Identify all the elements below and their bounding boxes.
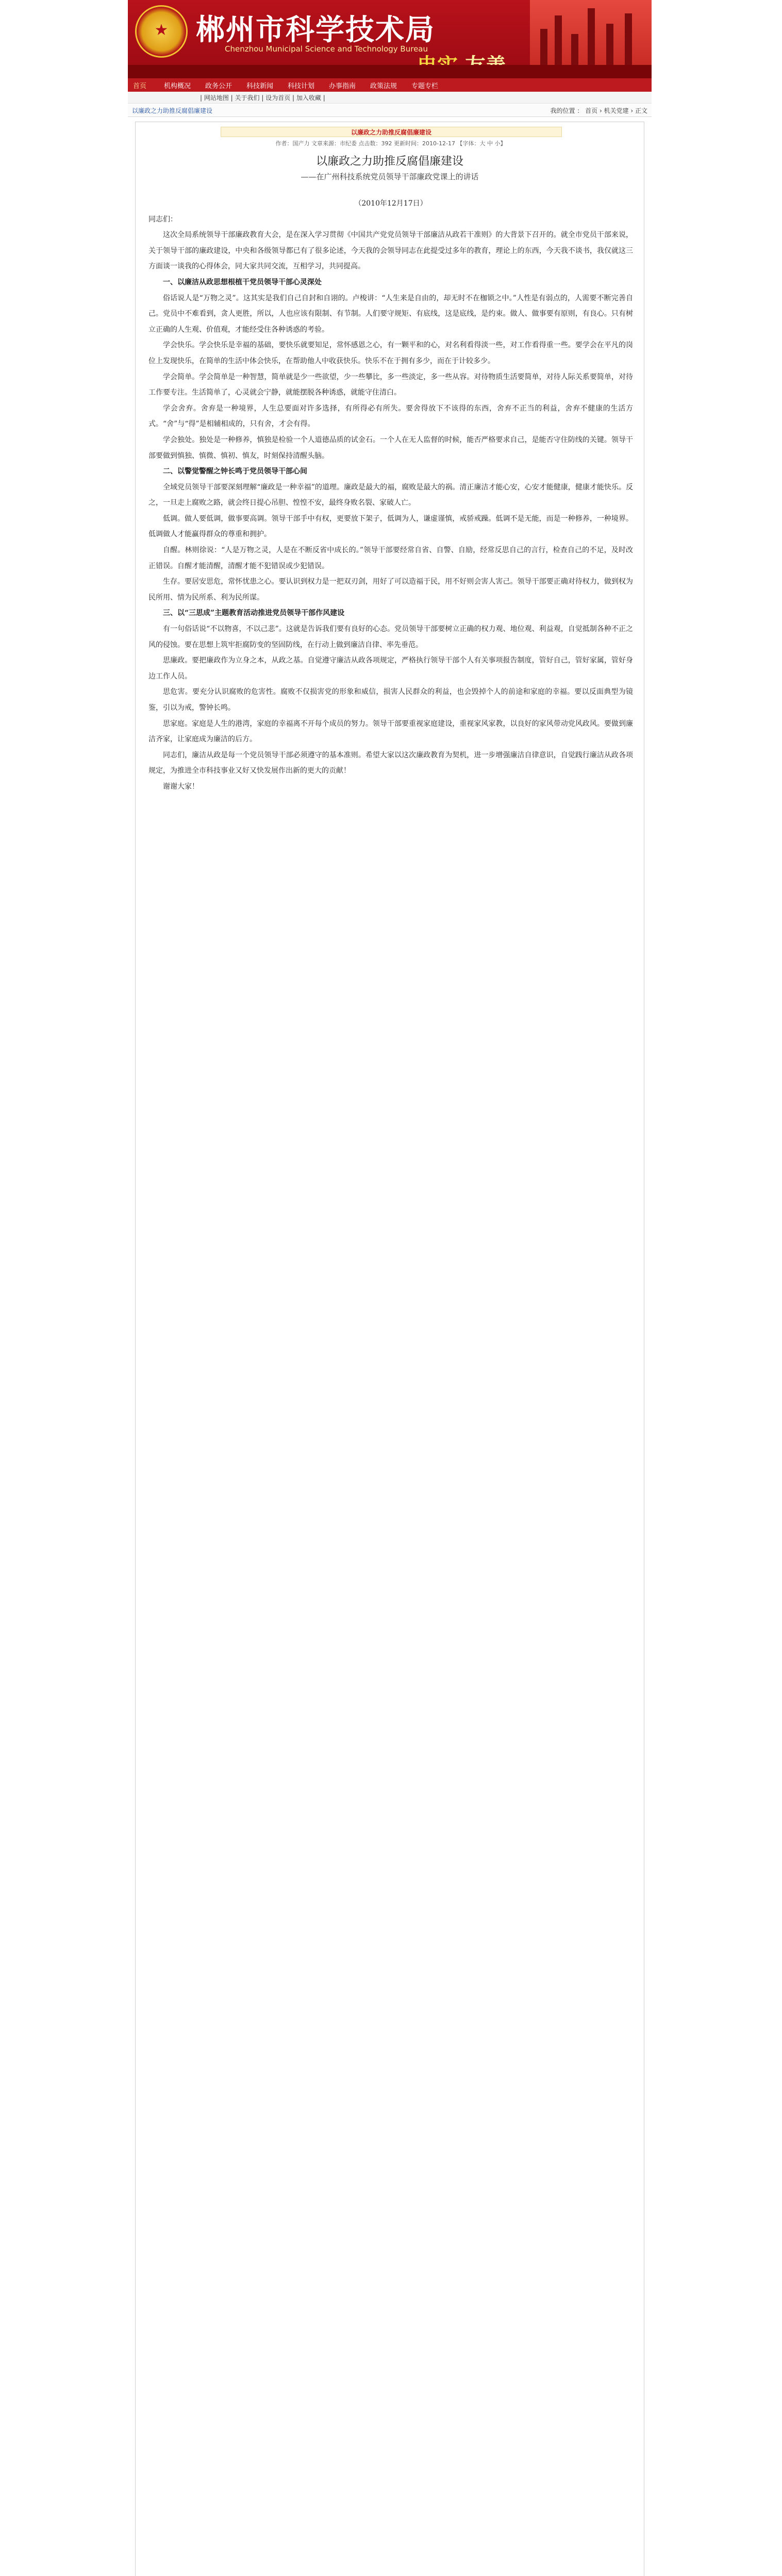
emblem-icon: ★ bbox=[135, 5, 188, 58]
nav-item-7[interactable]: 专题专栏 bbox=[411, 82, 439, 90]
paragraph: 低调。做人要低调，做事要高调。领导干部手中有权，更要放下架子，低调为人，谦虚谨慎，戒骄戒躁。低调不是无能，而是一种修养，一种境界。低调做人才能赢得群众的尊重和拥护。 bbox=[148, 514, 633, 539]
paragraph: 学会简单。学会简单是一种智慧，简单就是少一些欲望，少一些攀比，多一些淡定，多一些从容。对待物质生活要简单，对待人际关系要简单，对待工作要专注。生活简单了，心灵就会宁静，就能摆脱各种诱惑，就能守住清白。 bbox=[148, 372, 633, 397]
site-subtitle: Chenzhou Municipal Science and Technology Bureau bbox=[225, 44, 428, 54]
article-title: 以廉政之力助推反腐倡廉建设 bbox=[315, 155, 463, 168]
nav-item-0[interactable]: 首页 bbox=[133, 82, 147, 90]
main-nav bbox=[128, 78, 652, 92]
nav-item-3[interactable]: 科技新闻 bbox=[246, 82, 274, 90]
nav-item-5[interactable]: 办事指南 bbox=[329, 82, 356, 90]
nav-item-2[interactable]: 政务公开 bbox=[205, 82, 232, 90]
paragraph: 自醒。林则徐说：“人是万物之灵，人是在不断反省中成长的。”领导干部要经常自省、自警、自励，经常反思自己的言行，检查自己的不足，及时改正错误。自醒才能清醒，清醒才能不犯错误或少犯错误。 bbox=[148, 546, 633, 570]
section-heading: 三、以“三思成”主题教育活动推进党员领导干部作风建设 bbox=[163, 609, 345, 618]
breadcrumb bbox=[128, 104, 652, 117]
sub-nav-links[interactable]: | 网站地图 | 关于我们 | 设为首页 | 加入收藏 | bbox=[200, 94, 325, 101]
section-heading: 二、以警觉警醒之钟长鸣于党员领导干部心间 bbox=[163, 467, 307, 476]
paragraph: 全域党员领导干部要深刻理解“廉政是一种幸福”的道理。廉政是最大的福，腐败是最大的祸。清正廉洁才能心安，心安才能健康，健康才能快乐。反之，一旦走上腐败之路，就会终日提心吊胆、惶惶不安，最终身败名裂、家破人亡。 bbox=[148, 483, 633, 507]
banner-building-graphic bbox=[530, 0, 652, 65]
site-title: 郴州市科学技术局 bbox=[196, 13, 435, 47]
paragraph: 有一句俗话说“不以物喜，不以己悲”。这就是告诉我们要有良好的心态。党员领导干部要树立正确的权力观、地位观、利益观，自觉抵制各种不正之风的侵蚀。要在思想上筑牢拒腐防变的坚固防线，在行动上做到廉洁自律、率先垂范。 bbox=[148, 625, 633, 649]
paragraph: 这次全局系统领导干部廉政教育大会，是在深入学习贯彻《中国共产党党员领导干部廉洁从政若干准则》的大背景下召开的。就全市党员干部来说，关于领导干部的廉政建设，中央和各级领导都已有了很多论述，今天我的会领导同志在此提受过多年的教育，理论上的东西，今天我不谈书，我仅就这三方面谈一谈我的心得体会，同大家共同交流，互相学习，共同提高。 bbox=[148, 231, 633, 271]
paragraph: 学会快乐。学会快乐是幸福的基础，要快乐就要知足，常怀感恩之心，有一颗平和的心，对名利看得淡一些，对工作看得重一些。要学会在平凡的岗位上发现快乐，在简单的生活中体会快乐，在帮助他人中收获快乐。快乐不在于拥有多少，而在于计较多少。 bbox=[148, 341, 633, 365]
paragraph: 思廉政。要把廉政作为立身之本，从政之基。自觉遵守廉洁从政各项规定，严格执行领导干部个人有关事项报告制度，管好自己，管好家属，管好身边工作人员。 bbox=[148, 656, 633, 681]
article-meta: 作者：国产力 文章来源：市纪委 点击数：392 更新时间：2010-12-17 【字体：大 中 小】 bbox=[275, 140, 506, 147]
article-header-bar: 以廉政之力助推反腐倡廉建设 bbox=[221, 127, 562, 137]
breadcrumb-current[interactable]: 以廉政之力助推反腐倡廉建设 bbox=[132, 107, 213, 114]
paragraph: 谢谢大家！ bbox=[163, 782, 199, 791]
sub-nav bbox=[128, 92, 652, 104]
nav-item-1[interactable]: 机构概况 bbox=[164, 82, 191, 90]
paragraph: 学会独处。独处是一种修养，慎独是检验一个人道德品质的试金石。一个人在无人监督的时候，能否严格要求自己，是能否守住防线的关键。领导干部要做到慎独、慎微、慎初、慎友，时刻保持清醒头脑。 bbox=[148, 435, 633, 460]
nav-item-6[interactable]: 政策法规 bbox=[370, 82, 397, 90]
paragraph: 俗话说人是“万物之灵”。这其实是我们自己自封和自诩的。卢梭讲：“人生来是自由的，却无时不在枷锁之中。”人性是有弱点的，人需要不断完善自己。党员中不难看到，贪人更胜，所以，人也应该有限制、有节制。人们要守规矩、有底线，这是底线，是约束。做人、做事要有原则，有良心。只有树立正确的人生观、价值观，才能经受住各种诱惑的考验。 bbox=[148, 294, 633, 334]
page bbox=[128, 0, 652, 2576]
article-subtitle: ——在广州科技系统党员领导干部廉政党课上的讲话 bbox=[301, 172, 479, 181]
nav-item-4[interactable]: 科技计划 bbox=[288, 82, 315, 90]
article-body bbox=[148, 196, 633, 795]
paragraph: 同志们，廉洁从政是每一个党员领导干部必须遵守的基本准则。希望大家以这次廉政教育为契机，进一步增强廉洁自律意识，自觉践行廉洁从政各项规定，为推进全市科技事业又好又快发展作出新的更大的贡献！ bbox=[148, 751, 633, 775]
paragraph: 学会舍弃。舍弃是一种境界，人生总要面对许多选择，有所得必有所失。要舍得放下不该得的东西，舍弃不正当的利益，舍弃不健康的生活方式。“舍”与“得”是相辅相成的，只有舍，才会有得。 bbox=[148, 404, 633, 429]
article-date: （2010年12月17日） bbox=[354, 199, 427, 208]
article-greeting: 同志们： bbox=[148, 215, 177, 224]
site-banner bbox=[128, 0, 652, 78]
breadcrumb-path[interactable]: 我的位置 ： 首页 › 机关党建 › 正文 bbox=[550, 107, 647, 114]
paragraph: 思危害。要充分认识腐败的危害性。腐败不仅损害党的形象和威信，损害人民群众的利益，也会毁掉个人的前途和家庭的幸福。要以反面典型为镜鉴，引以为戒，警钟长鸣。 bbox=[148, 688, 633, 712]
section-heading: 一、以廉洁从政思想根植干党员领导干部心灵深处 bbox=[163, 278, 322, 286]
paragraph: 生存。要居安思危，常怀忧患之心。要认识到权力是一把双刃剑，用好了可以造福于民，用不好则会害人害己。领导干部要正确对待权力，做到权为民所用、情为民所系、利为民所谋。 bbox=[148, 578, 633, 602]
paragraph: 思家庭。家庭是人生的港湾，家庭的幸福离不开每个成员的努力。领导干部要重视家庭建设，重视家风家教，以良好的家风带动党风政风。要做到廉洁齐家，让家庭成为廉洁的后方。 bbox=[148, 719, 633, 744]
